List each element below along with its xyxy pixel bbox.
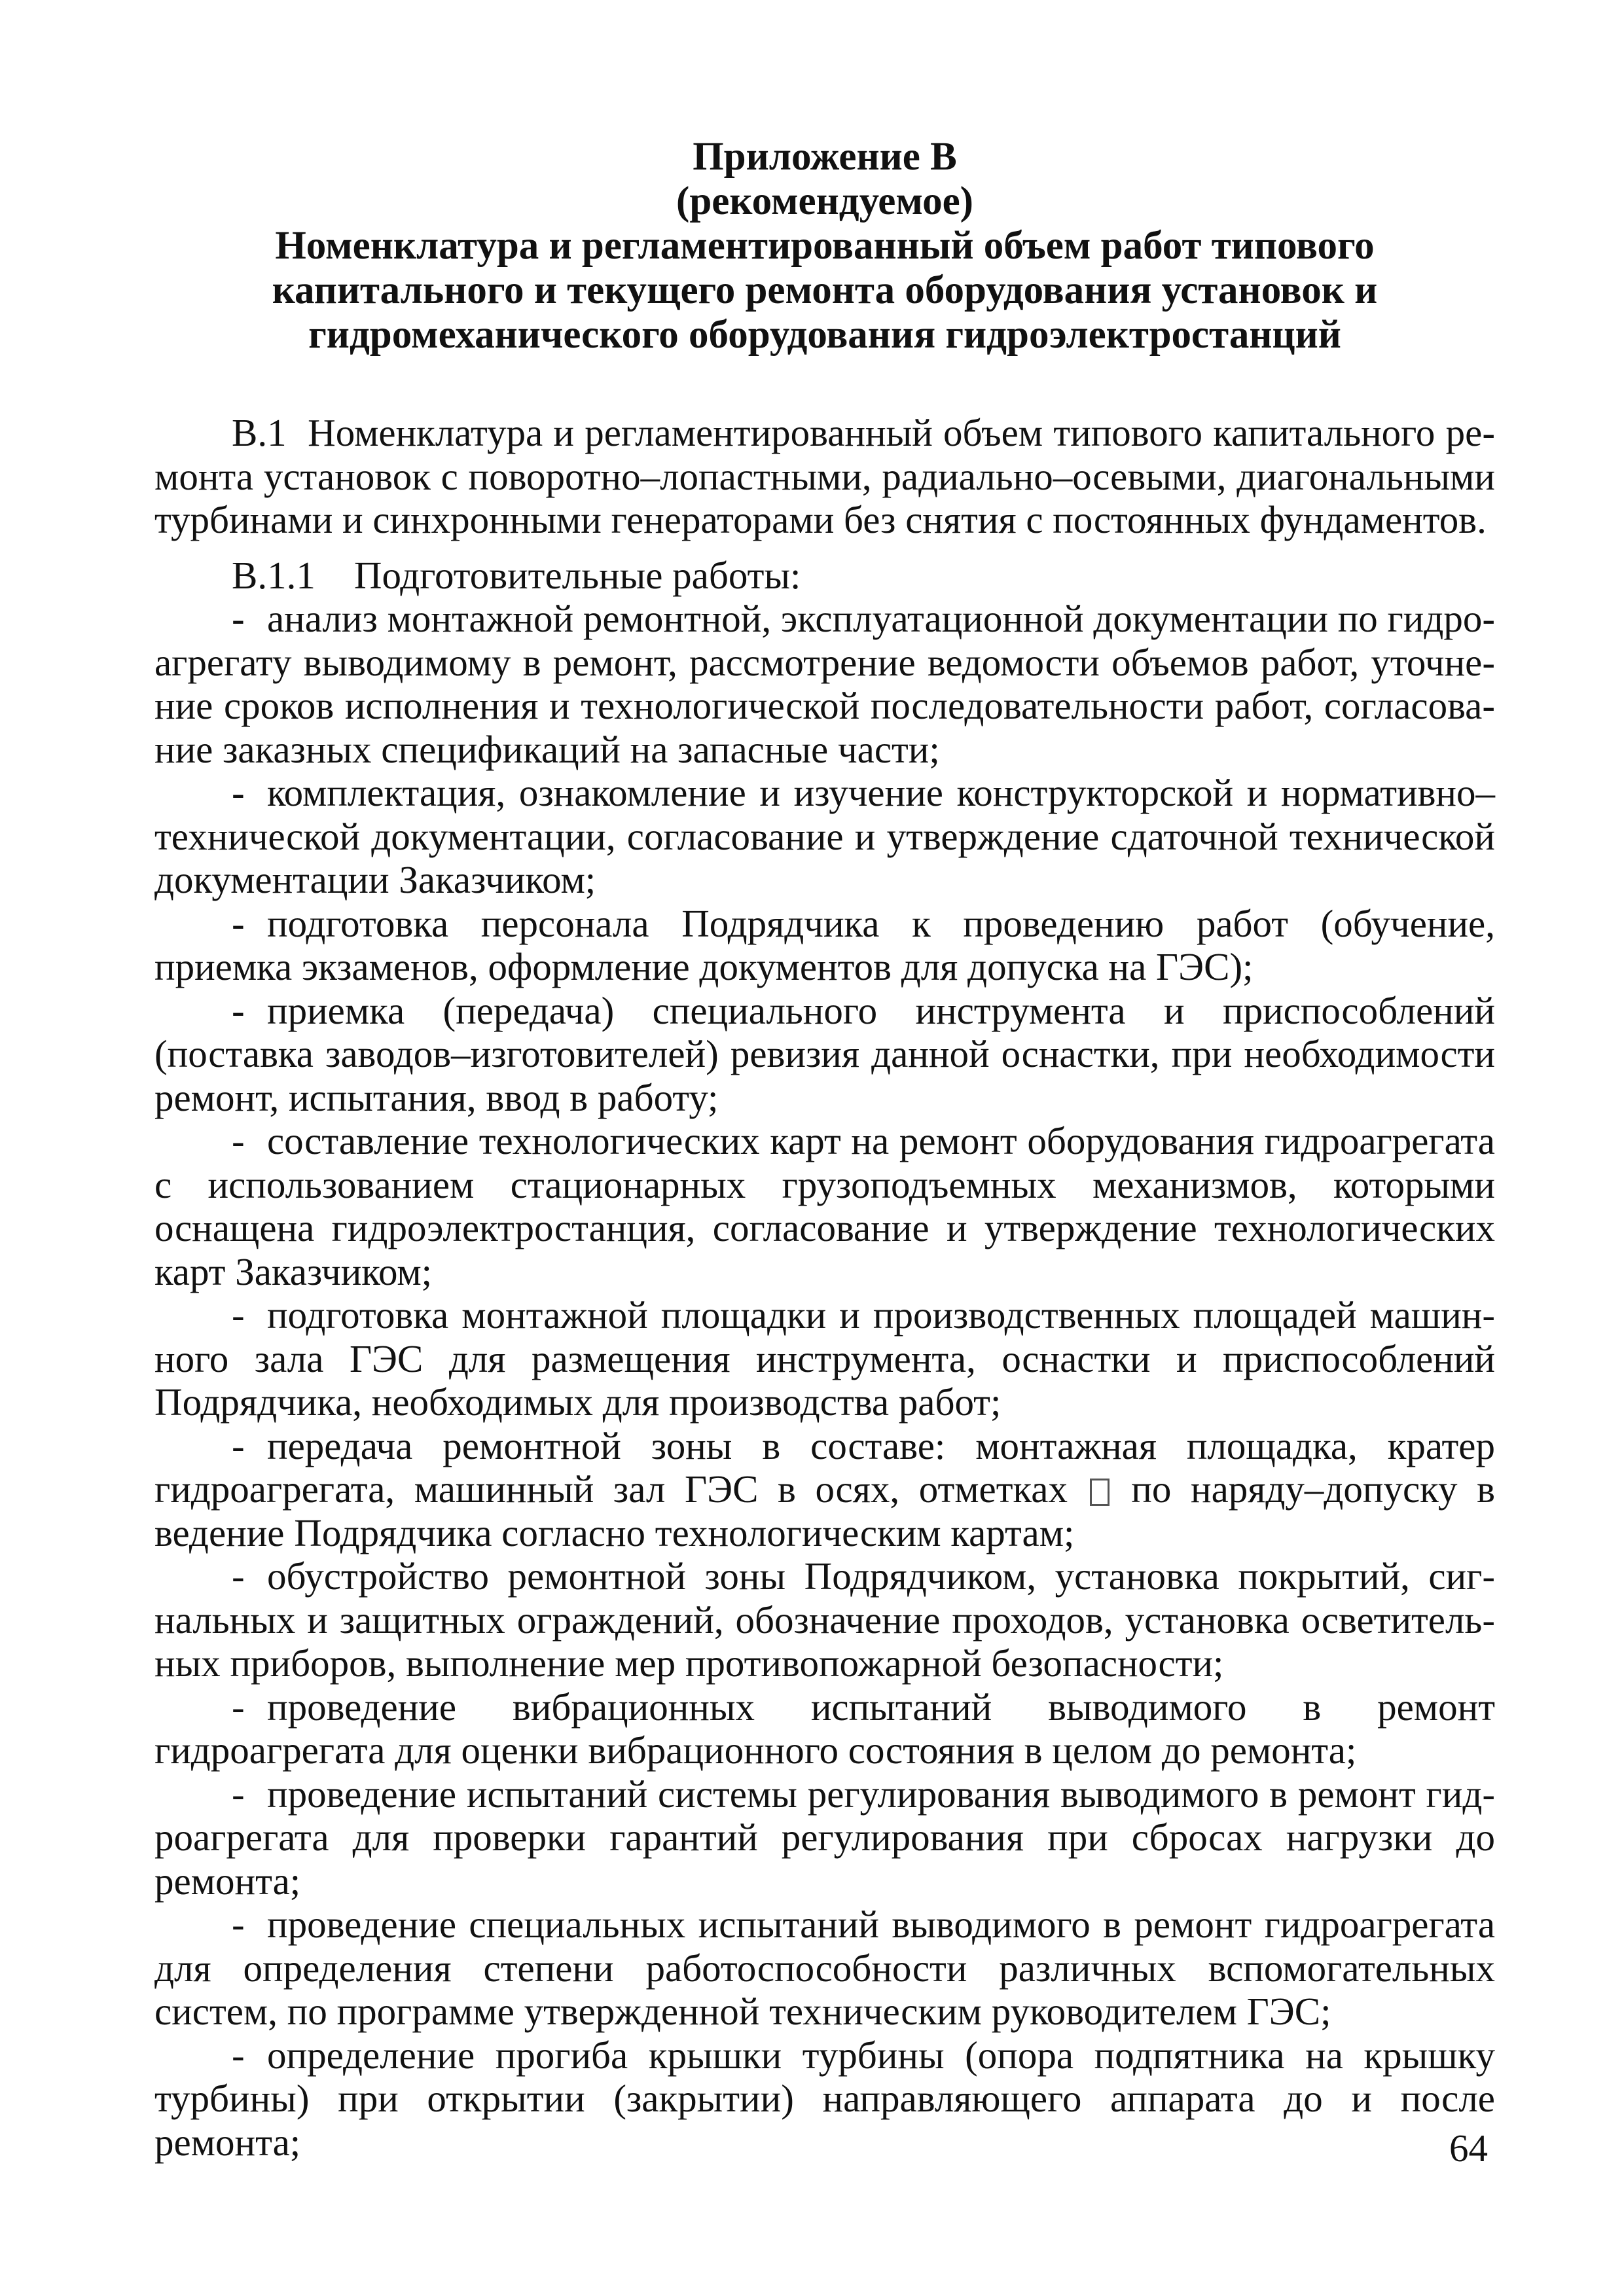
list-item-text: передача ремонтной зоны в составе: монтажная площадка, кратер гидроагрегата, машинный зал ГЭС в осях, отметках	[154, 1424, 1495, 1511]
list-item	[154, 1903, 1495, 2034]
list-item	[154, 2034, 1495, 2164]
list-item-text: подготовка монтажной площадки и производственных площадей машинного зала ГЭС для размещения инструмента, оснастки и приспособлений Подрядчика, необходимых для производства работ;	[154, 1293, 1495, 1424]
list-item-text: проведение испытаний системы регулирования выводимого в ремонт гидроагрегата для проверки гарантий регулирования при сбросах нагрузки до ремонта;	[154, 1772, 1495, 1903]
section-number: В.1	[232, 411, 287, 454]
list-item-text: обустройство ремонтной зоны Подрядчиком, установка покрытий, сигнальных и защитных ограждений, обозначение проходов, установка осветительных приборов, выполнение мер противопожарной безопасности;	[154, 1554, 1495, 1685]
appendix-title: Приложение В	[693, 135, 957, 179]
subsection-number: В.1.1	[232, 553, 316, 597]
list-item-text: проведение специальных испытаний выводимого в ремонт гидроагрегата для определения степени работоспособности различных вспомогательных систем, по программе утвержденной техническим руководителем ГЭС;	[154, 1903, 1495, 2033]
appendix-subject-line-1: Номенклатура и регламентированный объем работ типового	[275, 224, 1375, 268]
list-dash: -	[232, 1903, 245, 1946]
list-item	[154, 1293, 1495, 1424]
list-item	[154, 1119, 1495, 1293]
list-item-text-continued: по наряду–допуску в ведение Подрядчика согласно технологическим картам;	[154, 1467, 1496, 1554]
list-item-text: приемка (передача) специального инструмента и приспособлений (поставка заводов–изготовителей) ревизия данной оснастки, при необходимости ремонт, испытания, ввод в работу;	[154, 988, 1495, 1119]
appendix-subject-line-2: капитального и текущего ремонта оборудования установок и	[272, 268, 1378, 312]
list-dash: -	[232, 1424, 245, 1467]
list-item	[154, 989, 1495, 1120]
list-item	[154, 1772, 1495, 1903]
page-number: 64	[1449, 2126, 1488, 2170]
list-dash: -	[232, 597, 245, 640]
list-item	[154, 771, 1495, 902]
list-dash: -	[232, 1554, 245, 1598]
list-dash: -	[232, 1119, 245, 1162]
list-dash: -	[232, 771, 245, 814]
list-item-text: анализ монтажной ремонтной, эксплуатационной документации по гидроагрегату выводимому в ремонт, рассмотрение ведомости объемов работ, уточнение сроков исполнения и технологической последовательности работ, согласование заказных спецификаций на запасные части;	[154, 597, 1495, 771]
list-item-text: определение прогиба крышки турбины (опора подпятника на крышку турбины) при открытии (закрытии) направляющего аппарата до и после ремонта;	[154, 2033, 1495, 2164]
missing-glyph-icon	[1090, 1479, 1110, 1506]
list-item	[154, 1685, 1495, 1772]
list-item	[154, 1424, 1495, 1555]
list-item-text: проведение вибрационных испытаний выводимого в ремонт гидроагрегата для оценки вибрационного состояния в целом до ремонта;	[154, 1685, 1495, 1772]
list-dash: -	[232, 2033, 245, 2077]
list-dash: -	[232, 1685, 245, 1729]
list-item	[154, 597, 1495, 771]
document-body	[154, 411, 1495, 2164]
subsection-paragraph	[154, 554, 1495, 598]
list-dash: -	[232, 988, 245, 1032]
list-dash: -	[232, 1772, 245, 1816]
section-paragraph	[154, 411, 1495, 542]
list-item-text: подготовка персонала Подрядчика к проведению работ (обучение, приемка экзаменов, оформление документов для допуска на ГЭС);	[154, 901, 1495, 988]
list-dash: -	[232, 1293, 245, 1336]
section-text: Номенклатура и регламентированный объем типового капитального ремонта установок с поворотно–лопастными, радиально–осевыми, диагональными турбинами и синхронными генераторами без снятия с постоянных фундаментов.	[154, 411, 1495, 541]
appendix-subject-line-3: гидромеханического оборудования гидроэлектростанций	[308, 313, 1341, 357]
list-item-text: составление технологических карт на ремонт оборудования гидроагрегата с использованием стационарных грузоподъемных механизмов, которыми оснащена гидроэлектростанция, согласование и утверждение технологических карт Заказчиком;	[154, 1119, 1495, 1293]
list-item	[154, 902, 1495, 989]
list-item-text: комплектация, ознакомление и изучение конструкторской и нормативно–технической документации, согласование и утверждение сдаточной технической документации Заказчиком;	[154, 771, 1495, 901]
appendix-header	[154, 135, 1495, 357]
appendix-status: (рекомендуемое)	[676, 179, 973, 223]
list-dash: -	[232, 901, 245, 945]
list-item	[154, 1554, 1495, 1685]
subsection-text: Подготовительные работы:	[353, 553, 801, 597]
